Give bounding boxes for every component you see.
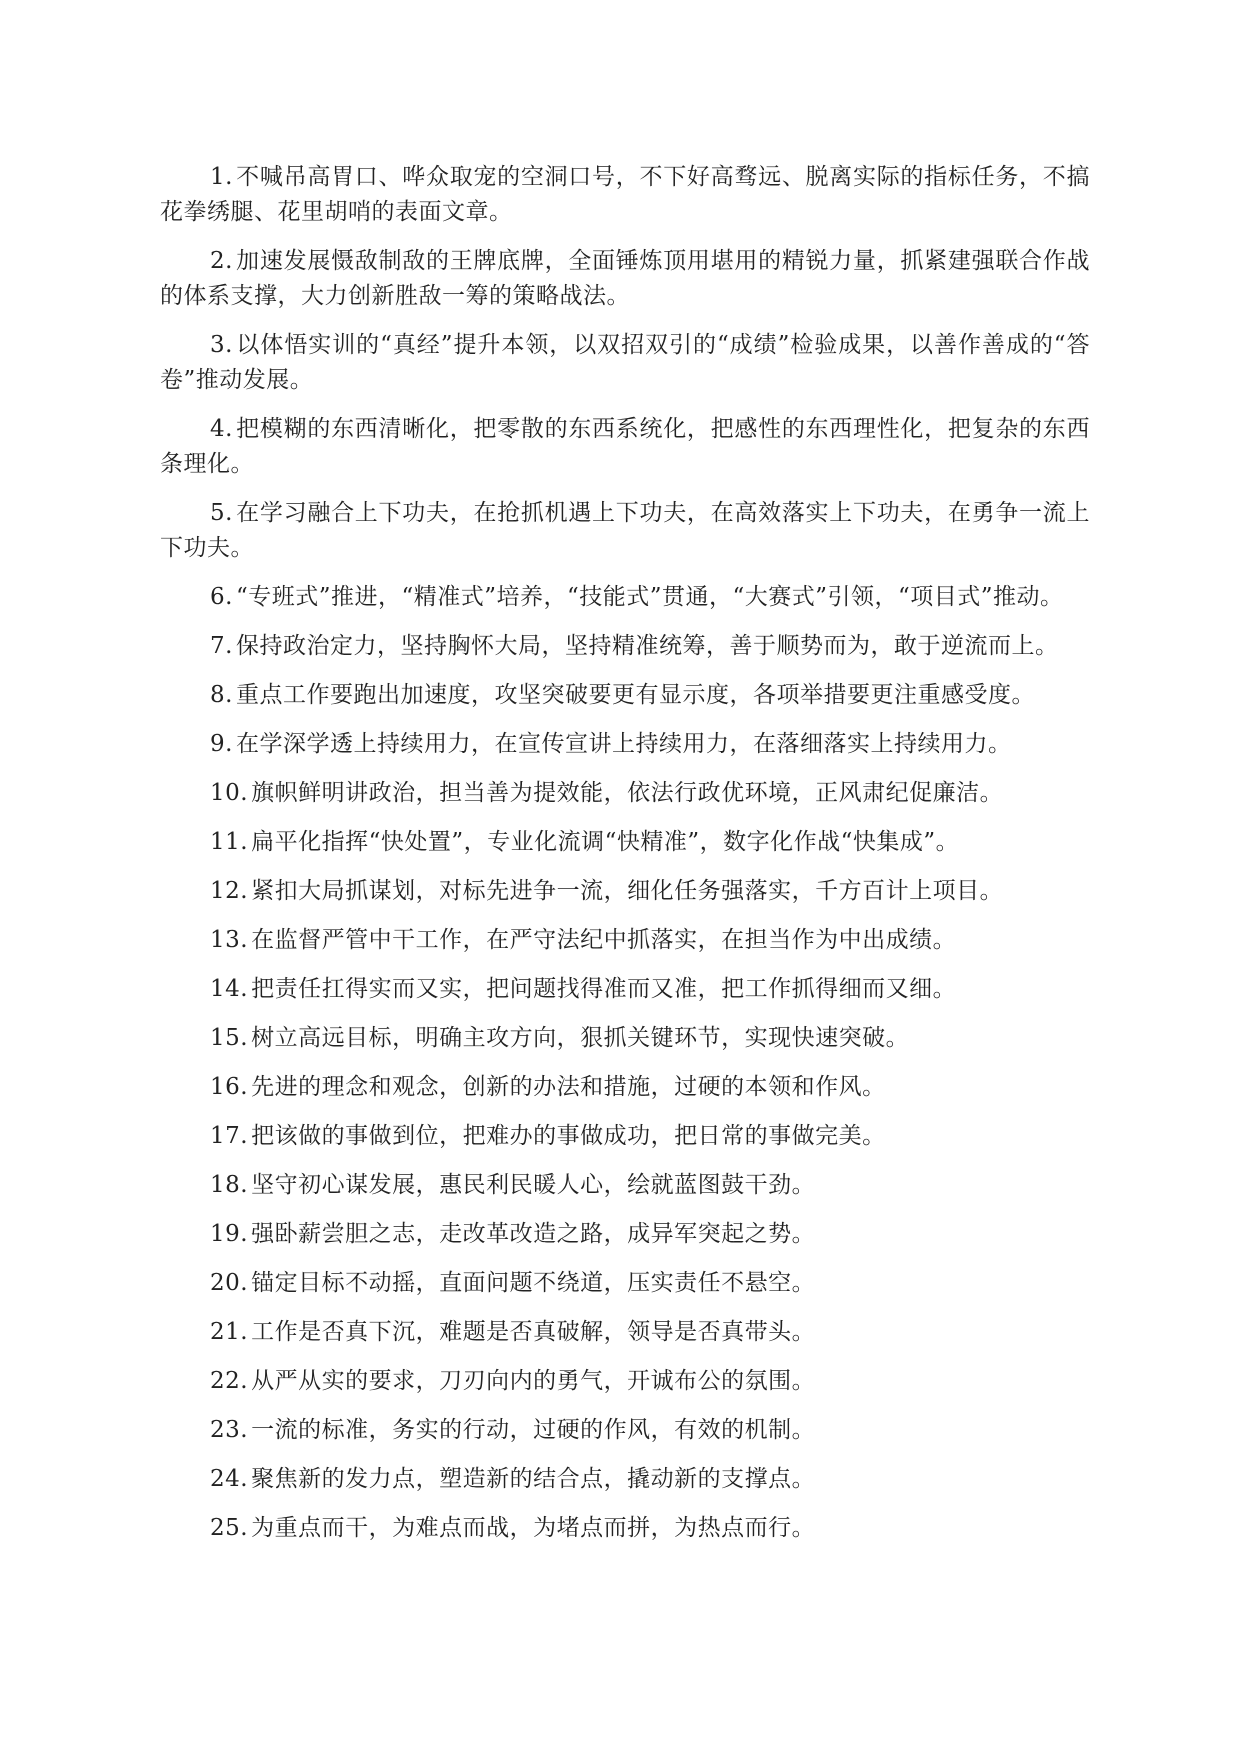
list-item [160, 412, 1090, 482]
item-text: 聚焦新的发力点，塑造新的结合点，撬动新的支撑点。 [251, 1466, 816, 1492]
item-number: 24. [210, 1466, 249, 1492]
item-number: 8. [210, 682, 233, 708]
list-item [160, 1266, 1090, 1301]
item-number: 13. [210, 927, 249, 953]
item-text: 重点工作要跑出加速度，攻坚突破要更有显示度，各项举措要更注重感受度。 [235, 682, 1035, 708]
item-text: 把责任扛得实而又实，把问题找得准而又准，把工作抓得细而又细。 [251, 976, 957, 1002]
item-text: 紧扣大局抓谋划，对标先进争一流，细化任务强落实，千方百计上项目。 [251, 878, 1004, 904]
item-number: 15. [210, 1025, 249, 1051]
document-body [160, 160, 1090, 1560]
item-text: 工作是否真下沉，难题是否真破解，领导是否真带头。 [251, 1319, 816, 1345]
list-item [160, 1462, 1090, 1497]
item-number: 7. [210, 633, 233, 659]
item-text: “专班式”推进，“精准式”培养，“技能式”贯通，“大赛式”引领，“项目式”推动。 [235, 584, 1064, 610]
item-text: 坚守初心谋发展，惠民利民暖人心，绘就蓝图鼓干劲。 [251, 1172, 816, 1198]
list-item [160, 1168, 1090, 1203]
item-text: 旗帜鲜明讲政治，担当善为提效能，依法行政优环境，正风肃纪促廉洁。 [251, 780, 1004, 806]
item-text: 以体悟实训的“真经”提升本领，以双招双引的“成绩”检验成果，以善作善成的“答卷”推动发展。 [160, 332, 1090, 393]
item-text: 在学习融合上下功夫，在抢抓机遇上下功夫，在高效落实上下功夫，在勇争一流上下功夫。 [160, 500, 1090, 561]
list-item [160, 629, 1090, 664]
item-number: 18. [210, 1172, 249, 1198]
item-number: 10. [210, 780, 249, 806]
item-text: 树立高远目标，明确主攻方向，狠抓关键环节，实现快速突破。 [251, 1025, 910, 1051]
list-item [160, 1119, 1090, 1154]
item-number: 12. [210, 878, 249, 904]
list-item [160, 776, 1090, 811]
item-number: 4. [210, 416, 233, 442]
list-item [160, 1511, 1090, 1546]
list-item [160, 160, 1090, 230]
item-text: 在监督严管中干工作，在严守法纪中抓落实，在担当作为中出成绩。 [251, 927, 957, 953]
list-item [160, 496, 1090, 566]
list-item [160, 1021, 1090, 1056]
item-number: 6. [210, 584, 233, 610]
item-number: 5. [210, 500, 233, 526]
list-item [160, 825, 1090, 860]
list-item [160, 1315, 1090, 1350]
item-number: 25. [210, 1515, 249, 1541]
list-item [160, 727, 1090, 762]
list-item [160, 1413, 1090, 1448]
item-text: 先进的理念和观念，创新的办法和措施，过硬的本领和作风。 [251, 1074, 886, 1100]
item-text: 把模糊的东西清晰化，把零散的东西系统化，把感性的东西理性化，把复杂的东西条理化。 [160, 416, 1090, 477]
item-text: 强卧薪尝胆之志，走改革改造之路，成异军突起之势。 [251, 1221, 816, 1247]
item-text: 锚定目标不动摇，直面问题不绕道，压实责任不悬空。 [251, 1270, 816, 1296]
item-text: 扁平化指挥“快处置”，专业化流调“快精准”，数字化作战“快集成”。 [251, 829, 960, 855]
item-text: 加速发展慑敌制敌的王牌底牌，全面锤炼顶用堪用的精锐力量，抓紧建强联合作战的体系支撑，大力创新胜敌一筹的策略战法。 [160, 248, 1090, 309]
list-item [160, 1364, 1090, 1399]
item-text: 一流的标准，务实的行动，过硬的作风，有效的机制。 [251, 1417, 816, 1443]
list-item [160, 1070, 1090, 1105]
item-text: 在学深学透上持续用力，在宣传宣讲上持续用力，在落细落实上持续用力。 [235, 731, 1012, 757]
item-text: 把该做的事做到位，把难办的事做成功，把日常的事做完美。 [251, 1123, 886, 1149]
item-number: 17. [210, 1123, 249, 1149]
list-item [160, 678, 1090, 713]
item-number: 9. [210, 731, 233, 757]
item-number: 14. [210, 976, 249, 1002]
list-item [160, 874, 1090, 909]
item-number: 16. [210, 1074, 249, 1100]
item-text: 保持政治定力，坚持胸怀大局，坚持精准统筹，善于顺势而为，敢于逆流而上。 [235, 633, 1059, 659]
list-item [160, 1217, 1090, 1252]
list-item [160, 972, 1090, 1007]
item-number: 20. [210, 1270, 249, 1296]
item-text: 为重点而干，为难点而战，为堵点而拼，为热点而行。 [251, 1515, 816, 1541]
list-item [160, 328, 1090, 398]
list-item [160, 580, 1090, 615]
item-number: 1. [210, 164, 233, 190]
item-number: 22. [210, 1368, 249, 1394]
item-text: 从严从实的要求，刀刃向内的勇气，开诚布公的氛围。 [251, 1368, 816, 1394]
item-number: 21. [210, 1319, 249, 1345]
item-text: 不喊吊高胃口、哗众取宠的空洞口号，不下好高骛远、脱离实际的指标任务，不搞花拳绣腿、花里胡哨的表面文章。 [160, 164, 1090, 225]
item-number: 11. [210, 829, 249, 855]
item-number: 19. [210, 1221, 249, 1247]
list-item [160, 923, 1090, 958]
item-number: 2. [210, 248, 233, 274]
list-item [160, 244, 1090, 314]
item-number: 3. [210, 332, 233, 358]
item-number: 23. [210, 1417, 249, 1443]
